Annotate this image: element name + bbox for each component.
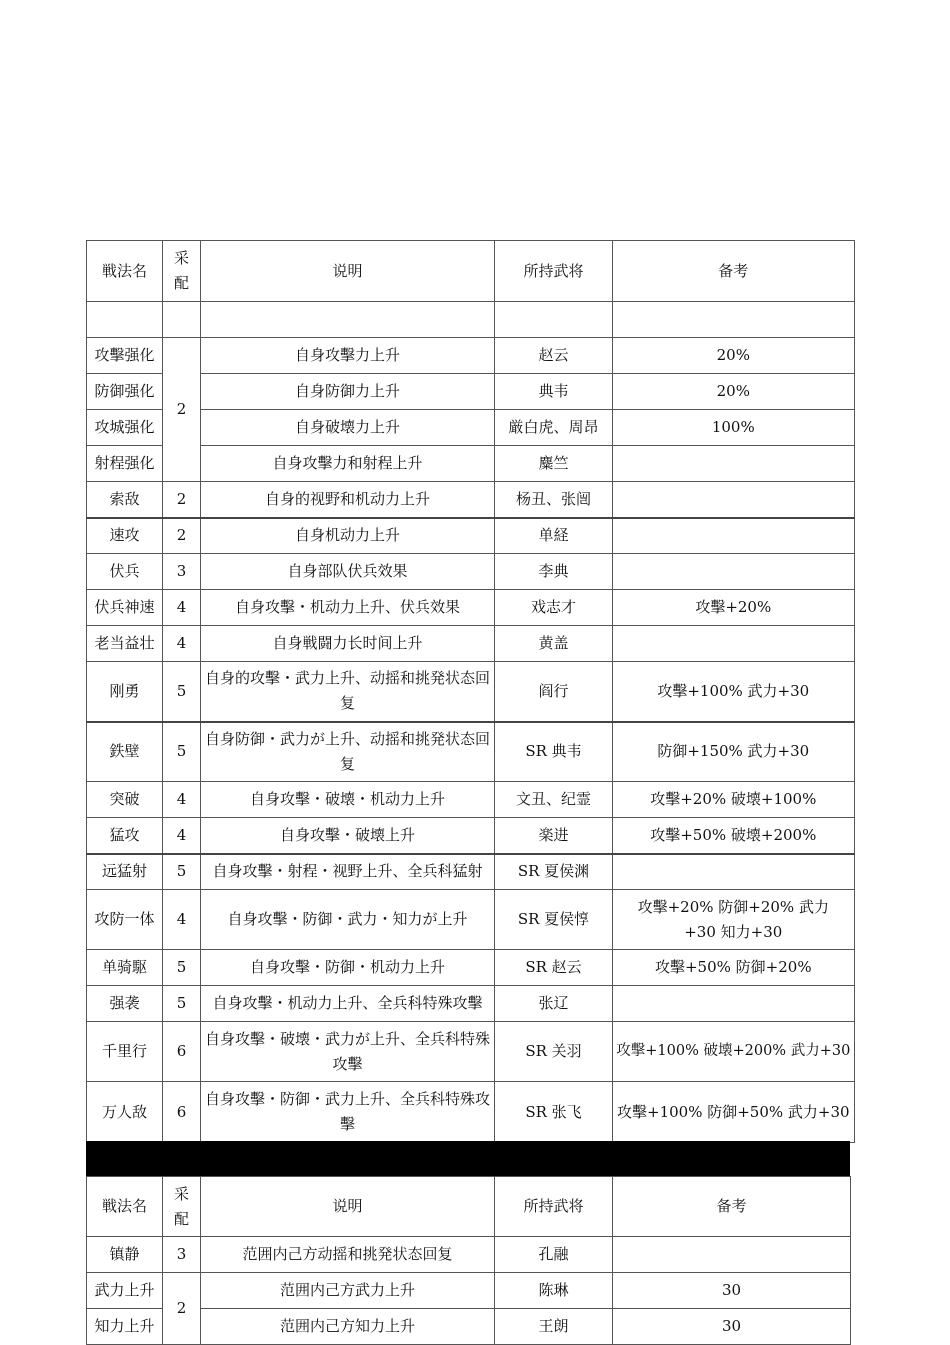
skill-note: 攻擊+100% 武力+30 (613, 662, 855, 722)
skill-cost: 4 (163, 590, 201, 626)
table-row (87, 722, 855, 782)
header-cost: 采配 (163, 241, 201, 302)
skill-cost: 3 (163, 554, 201, 590)
header-name: 戦法名 (87, 241, 163, 302)
skill-general: 阎行 (495, 662, 613, 722)
skill-general: 麋竺 (495, 446, 613, 482)
skill-desc: 自身攻擊・射程・视野上升、全兵科猛射 (201, 854, 495, 890)
skill-cost: 4 (163, 818, 201, 854)
header-name: 戦法名 (87, 1177, 163, 1237)
skill-general: 楽进 (495, 818, 613, 854)
skill-general: 厳白虎、周昂 (495, 410, 613, 446)
skill-desc: 范囲内己方动摇和挑発状态回复 (201, 1237, 495, 1273)
skill-general: 赵云 (495, 338, 613, 374)
skill-cost: 5 (163, 854, 201, 890)
header-note: 备考 (613, 1177, 851, 1237)
table-row (87, 374, 855, 410)
skill-general: 陈琳 (495, 1273, 613, 1309)
skill-note: 100% (613, 410, 855, 446)
skill-name: 强袭 (87, 986, 163, 1022)
skill-desc: 自身攻擊・防御・武力上升、全兵科特殊攻擊 (201, 1082, 495, 1143)
table-header-row (87, 1177, 851, 1237)
skill-name: 千里行 (87, 1022, 163, 1082)
table-row (87, 950, 855, 986)
skill-cost: 2 (163, 1273, 201, 1345)
skill-note: 30 (613, 1273, 851, 1309)
skill-note: 20% (613, 338, 855, 374)
table-row (87, 854, 855, 890)
table-row (87, 1273, 851, 1309)
skill-name: 武力上升 (87, 1273, 163, 1309)
skill-name: 单骑駆 (87, 950, 163, 986)
skill-table (86, 240, 855, 1143)
skill-general: 单経 (495, 518, 613, 554)
empty-row (87, 302, 855, 338)
table-row (87, 818, 855, 854)
skill-note (613, 482, 855, 518)
skill-cost: 5 (163, 950, 201, 986)
table-row (87, 1022, 855, 1082)
skill-note: 攻擊+20% 破壊+100% (613, 782, 855, 818)
header-general: 所持武将 (495, 1177, 613, 1237)
skill-desc: 自身防御・武力が上升、动摇和挑発状态回复 (201, 722, 495, 782)
skill-name: 鉄壁 (87, 722, 163, 782)
skill-desc: 自身攻擊・破壊・机动力上升 (201, 782, 495, 818)
table-row (87, 626, 855, 662)
skill-desc: 自身攻擊・机动力上升、全兵科特殊攻擊 (201, 986, 495, 1022)
skill-desc: 自身攻擊力上升 (201, 338, 495, 374)
skill-desc: 自身机动力上升 (201, 518, 495, 554)
table-row (87, 1309, 851, 1345)
skill-name: 突破 (87, 782, 163, 818)
skill-desc: 自身攻擊・防御・机动力上升 (201, 950, 495, 986)
skill-note: 攻擊+20% 防御+20% 武力+30 知力+30 (613, 890, 855, 950)
skill-cost: 4 (163, 782, 201, 818)
skill-desc: 自身戦闘力长时间上升 (201, 626, 495, 662)
skill-name: 刚勇 (87, 662, 163, 722)
header-desc: 说明 (201, 241, 495, 302)
skill-note: 防御+150% 武力+30 (613, 722, 855, 782)
skill-general: 孔融 (495, 1237, 613, 1273)
skill-general: SR 关羽 (495, 1022, 613, 1082)
table-row (87, 518, 855, 554)
skill-cost: 6 (163, 1082, 201, 1143)
skill-desc: 自身攻擊・机动力上升、伏兵效果 (201, 590, 495, 626)
skill-name: 伏兵神速 (87, 590, 163, 626)
skill-cost: 4 (163, 890, 201, 950)
table-row (87, 446, 855, 482)
table-row (87, 338, 855, 374)
skill-cost: 6 (163, 1022, 201, 1082)
skill-cost: 2 (163, 338, 201, 482)
table-row (87, 1082, 855, 1143)
skill-note: 攻擊+50% 破壊+200% (613, 818, 855, 854)
table-row (87, 1237, 851, 1273)
skill-note (613, 854, 855, 890)
skill-name: 老当益壮 (87, 626, 163, 662)
skill-general: 张辽 (495, 986, 613, 1022)
skill-note (613, 986, 855, 1022)
skill-note (613, 626, 855, 662)
skill-desc: 范囲内己方知力上升 (201, 1309, 495, 1345)
header-desc: 说明 (201, 1177, 495, 1237)
skill-cost: 5 (163, 722, 201, 782)
table-row (87, 986, 855, 1022)
skill-desc: 自身防御力上升 (201, 374, 495, 410)
skill-desc: 自身攻擊力和射程上升 (201, 446, 495, 482)
skill-general: SR 典韦 (495, 722, 613, 782)
table-row (87, 890, 855, 950)
skill-name: 万人敌 (87, 1082, 163, 1143)
table-header-row (87, 241, 855, 302)
skill-general: 文丑、纪霊 (495, 782, 613, 818)
skill-desc: 自身破壊力上升 (201, 410, 495, 446)
header-note: 备考 (613, 241, 855, 302)
skill-name: 防御强化 (87, 374, 163, 410)
skill-note: 20% (613, 374, 855, 410)
skill-name: 知力上升 (87, 1309, 163, 1345)
skill-note: 30 (613, 1309, 851, 1345)
skill-desc: 自身攻擊・破壊上升 (201, 818, 495, 854)
skill-desc: 自身的攻擊・武力上升、动摇和挑発状态回复 (201, 662, 495, 722)
table-row (87, 410, 855, 446)
skill-desc: 范囲内己方武力上升 (201, 1273, 495, 1309)
table-row (87, 782, 855, 818)
skill-general: SR 夏侯惇 (495, 890, 613, 950)
skill-name: 伏兵 (87, 554, 163, 590)
skill-name: 攻防一体 (87, 890, 163, 950)
skill-name: 攻擊强化 (87, 338, 163, 374)
skill-desc: 自身攻擊・破壊・武力が上升、全兵科特殊攻擊 (201, 1022, 495, 1082)
skill-name: 远猛射 (87, 854, 163, 890)
skill-general: 李典 (495, 554, 613, 590)
skill-note: 攻擊+100% 破壊+200% 武力+30 (613, 1022, 855, 1082)
skill-note (613, 554, 855, 590)
skill-cost: 5 (163, 986, 201, 1022)
skill-name: 猛攻 (87, 818, 163, 854)
skill-cost: 2 (163, 518, 201, 554)
skill-desc: 自身攻擊・防御・武力・知力が上升 (201, 890, 495, 950)
skill-cost: 3 (163, 1237, 201, 1273)
skill-note (613, 518, 855, 554)
header-general: 所持武将 (495, 241, 613, 302)
skill-general: 戏志才 (495, 590, 613, 626)
skill-general: 王朗 (495, 1309, 613, 1345)
table-row (87, 590, 855, 626)
skill-note: 攻擊+100% 防御+50% 武力+30 (613, 1082, 855, 1143)
skill-general: SR 张飞 (495, 1082, 613, 1143)
skill-name: 镇静 (87, 1237, 163, 1273)
skill-general: 杨丑、张闿 (495, 482, 613, 518)
table-row (87, 482, 855, 518)
skill-desc: 自身的视野和机动力上升 (201, 482, 495, 518)
skill-cost: 2 (163, 482, 201, 518)
header-cost: 采配 (163, 1177, 201, 1237)
skill-desc: 自身部队伏兵效果 (201, 554, 495, 590)
table-row (87, 554, 855, 590)
skill-note: 攻擊+20% (613, 590, 855, 626)
skill-name: 攻城强化 (87, 410, 163, 446)
skill-cost: 4 (163, 626, 201, 662)
skill-cost: 5 (163, 662, 201, 722)
skill-general: 典韦 (495, 374, 613, 410)
skill-note (613, 446, 855, 482)
skill-note: 攻擊+50% 防御+20% (613, 950, 855, 986)
skill-general: 黄盖 (495, 626, 613, 662)
table-row (87, 662, 855, 722)
skill-general: SR 赵云 (495, 950, 613, 986)
skill-note (613, 1237, 851, 1273)
skill-name: 射程强化 (87, 446, 163, 482)
section-divider-band (86, 1141, 850, 1176)
skill-name: 索敌 (87, 482, 163, 518)
skill-name: 速攻 (87, 518, 163, 554)
skill-general: SR 夏侯渊 (495, 854, 613, 890)
skill-table-2 (86, 1176, 851, 1345)
